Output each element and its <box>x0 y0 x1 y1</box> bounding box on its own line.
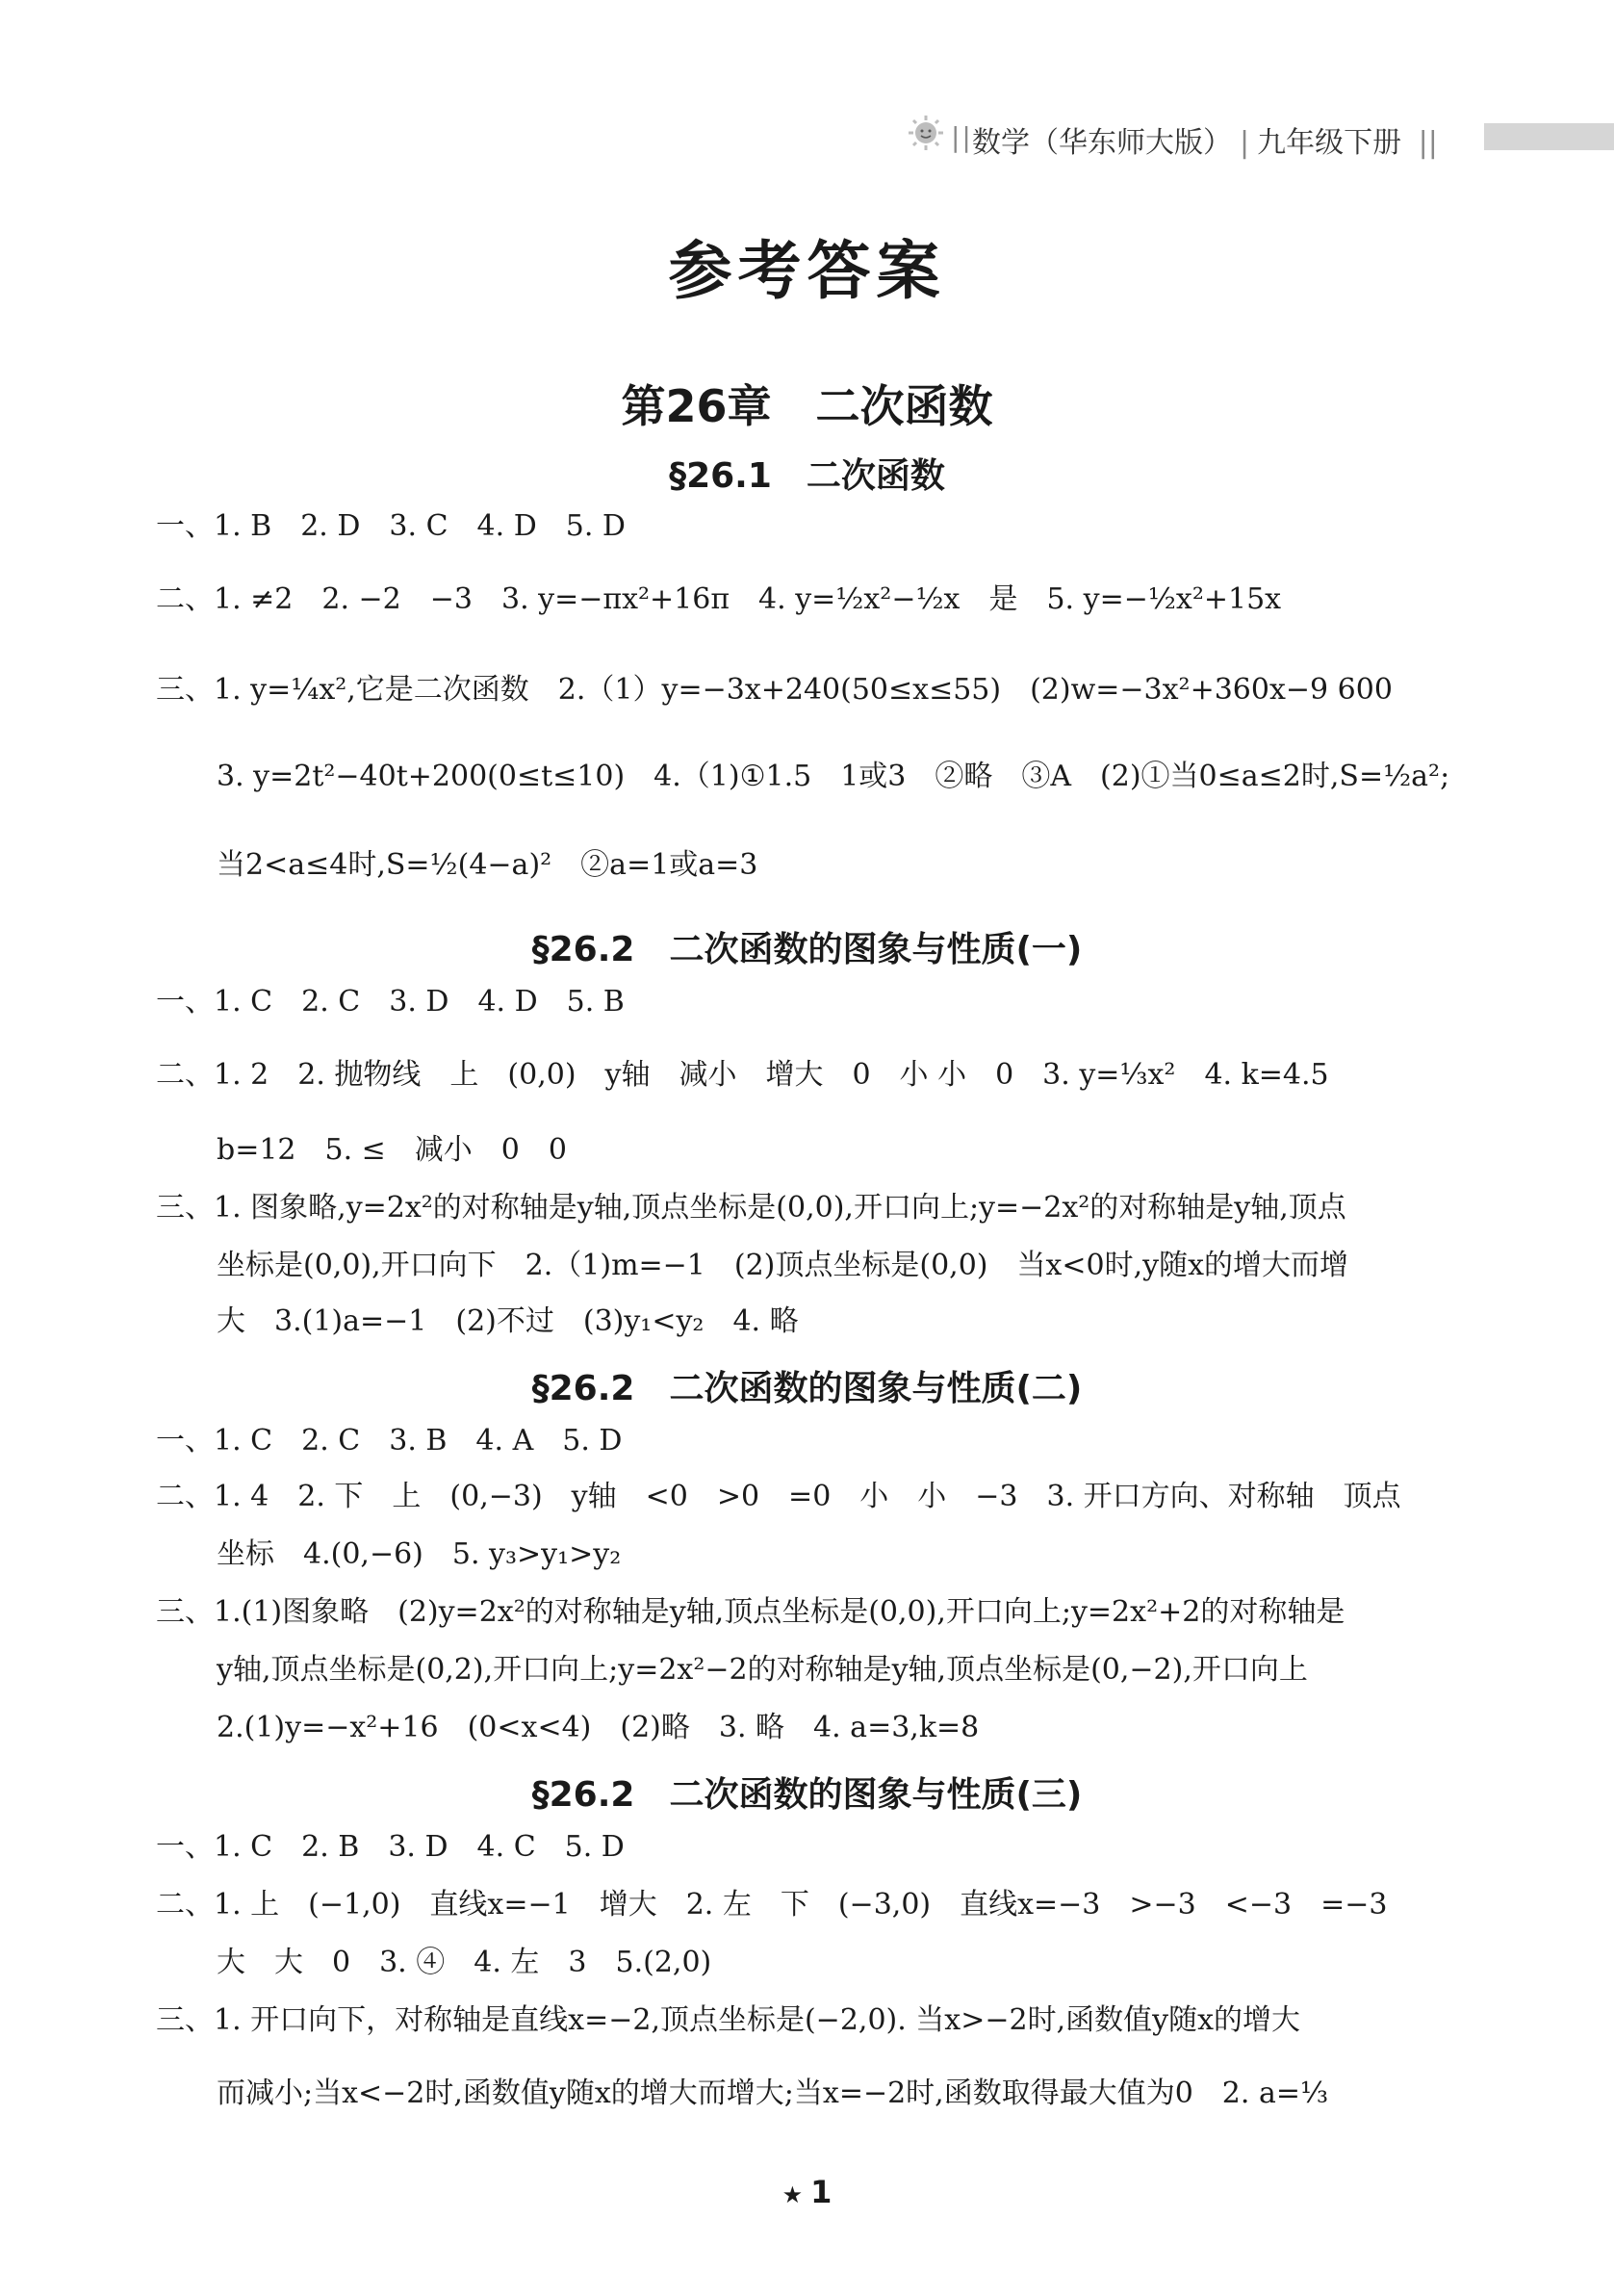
answer-line: 三、1.(1)图象略 (2)y=2x²的对称轴是y轴,顶点坐标是(0,0),开口向上;y=2x²+2的对称轴是 <box>156 1595 1345 1629</box>
answer-line: 大 3.(1)a=−1 (2)不过 (3)y₁<y₂ 4. 略 <box>217 1304 799 1338</box>
answer-line: 一、1. B 2. D 3. C 4. D 5. D <box>156 509 626 543</box>
answer-line: 3. y=2t²−40t+200(0≤t≤10) 4.（1)①1.5 1或3 ②略 ③A (2)①当0≤a≤2时,S=½a²; <box>217 760 1450 793</box>
page-number: 1 <box>810 2174 833 2210</box>
header-bars-right: || <box>1418 126 1438 160</box>
answer-line: 一、1. C 2. B 3. D 4. C 5. D <box>156 1830 625 1864</box>
answer-line: 三、1. 开口向下，对称轴是直线x=−2,顶点坐标是(−2,0). 当x>−2时,函数值y随x的增大 <box>156 2003 1300 2037</box>
section-title: §26.2 二次函数的图象与性质(一) <box>531 930 1083 969</box>
section-title: §26.2 二次函数的图象与性质(二) <box>531 1369 1083 1408</box>
answer-line: y轴,顶点坐标是(0,2),开口向上;y=2x²−2的对称轴是y轴,顶点坐标是(0,−2),开口向上 <box>217 1653 1308 1687</box>
answer-line: 二、1. 上 (−1,0) 直线x=−1 增大 2. 左 下 (−3,0) 直线x=−3 >−3 <−3 =−3 <box>156 1888 1388 1922</box>
answer-line: 二、1. ≠2 2. −2 −3 3. y=−πx²+16π 4. y=½x²−½x 是 5. y=−½x²+15x <box>156 582 1282 616</box>
star-icon: ★ <box>781 2181 804 2208</box>
page-header <box>895 114 1614 160</box>
answer-line: 坐标 4.(0,−6) 5. y₃>y₁>y₂ <box>217 1537 622 1571</box>
header-grade: 九年级下册 <box>1257 126 1402 160</box>
page-footer <box>0 2174 1614 2210</box>
answer-line: 二、1. 4 2. 下 上 (0,−3) y轴 <0 >0 =0 小 小 −3 3. 开口方向、对称轴 顶点 <box>156 1480 1401 1513</box>
sun-mascot-icon <box>907 114 945 152</box>
header-separator: | <box>1240 126 1250 160</box>
answer-line: 2.(1)y=−x²+16 (0<x<4) (2)略 3. 略 4. a=3,k=8 <box>217 1711 980 1744</box>
answer-line: 大 大 0 3. ④ 4. 左 3 5.(2,0) <box>217 1946 712 1979</box>
answer-line: 一、1. C 2. C 3. B 4. A 5. D <box>156 1424 623 1458</box>
answer-line: b=12 5. ≤ 减小 0 0 <box>217 1133 567 1167</box>
section-title: §26.1 二次函数 <box>669 456 945 496</box>
chapter-title: 第26章 二次函数 <box>621 380 993 432</box>
header-title <box>972 118 1446 161</box>
header-grey-bar <box>1484 123 1614 150</box>
answer-line: 当2<a≤4时,S=½(4−a)² ②a=1或a=3 <box>217 848 758 882</box>
answer-line: 而减小;当x<−2时,函数值y随x的增大而增大;当x=−2时,函数取得最大值为0 2. a=⅓ <box>217 2077 1329 2110</box>
header-bars-left: || <box>951 121 973 153</box>
section-title: §26.2 二次函数的图象与性质(三) <box>531 1775 1083 1815</box>
answer-line: 二、1. 2 2. 抛物线 上 (0,0) y轴 减小 增大 0 小 小 0 3. y=⅓x² 4. k=4.5 <box>156 1058 1329 1092</box>
answer-line: 坐标是(0,0),开口向下 2.（1)m=−1 (2)顶点坐标是(0,0) 当x<0时,y随x的增大而增 <box>217 1249 1349 1282</box>
page-title: 参考答案 <box>668 234 946 308</box>
header-subject: 数学（华东师大版） <box>972 126 1232 160</box>
answer-line: 三、1. 图象略,y=2x²的对称轴是y轴,顶点坐标是(0,0),开口向上;y=−2x²的对称轴是y轴,顶点 <box>156 1191 1346 1225</box>
answer-line: 三、1. y=¼x²,它是二次函数 2.（1）y=−3x+240(50≤x≤55) (2)w=−3x²+360x−9 600 <box>156 673 1393 707</box>
answer-line: 一、1. C 2. C 3. D 4. D 5. B <box>156 985 625 1019</box>
